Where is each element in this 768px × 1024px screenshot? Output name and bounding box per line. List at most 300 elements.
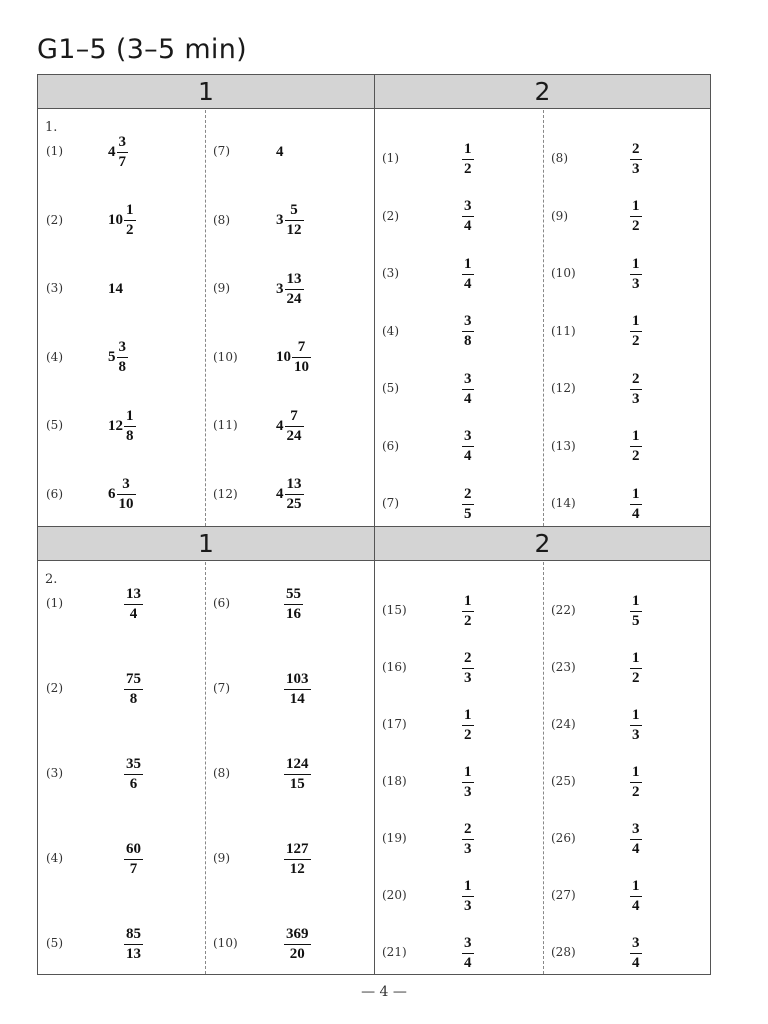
fraction xyxy=(630,257,642,292)
fraction-numerator: 3 xyxy=(118,133,126,150)
fraction xyxy=(124,672,143,707)
fraction-numerator: 1 xyxy=(632,592,640,609)
fraction xyxy=(462,257,474,292)
fraction xyxy=(462,708,474,743)
item-number: (8) xyxy=(213,766,230,780)
fraction-numerator: 1 xyxy=(632,198,640,214)
answer-value xyxy=(108,269,124,309)
answer-item xyxy=(382,876,532,916)
item-number: (10) xyxy=(551,266,576,280)
fraction-numerator: 3 xyxy=(632,820,640,837)
item-number: (22) xyxy=(551,603,576,617)
fraction-denominator: 2 xyxy=(464,160,472,177)
fraction-denominator: 2 xyxy=(464,726,472,743)
answer-item xyxy=(551,139,701,179)
answer-value xyxy=(462,139,474,179)
answer-item xyxy=(46,754,196,794)
fraction xyxy=(462,142,474,177)
fraction-denominator: 3 xyxy=(464,840,472,857)
answer-item xyxy=(46,338,196,378)
fraction xyxy=(462,314,474,349)
fraction xyxy=(285,477,304,512)
item-number: (1) xyxy=(46,144,63,158)
fraction-bar xyxy=(462,725,474,726)
item-number: (8) xyxy=(213,212,230,227)
fraction xyxy=(117,340,129,375)
fraction-bar xyxy=(630,446,642,447)
dashed-divider xyxy=(543,110,544,526)
fraction-denominator: 3 xyxy=(632,726,640,743)
answer-whole: 12 xyxy=(108,417,123,434)
fraction xyxy=(630,142,642,177)
header-left-2: 1 xyxy=(38,526,374,561)
answer-item xyxy=(551,427,701,467)
item-number: (10) xyxy=(213,349,238,364)
fraction xyxy=(284,757,311,792)
item-number: (5) xyxy=(46,936,63,950)
fraction xyxy=(284,842,311,877)
fraction-bar xyxy=(630,389,642,390)
answer-value xyxy=(462,427,474,467)
answer-value xyxy=(462,819,474,859)
item-number: (15) xyxy=(382,603,407,617)
fraction xyxy=(462,372,474,407)
fraction-denominator: 6 xyxy=(129,775,138,792)
fraction xyxy=(630,594,642,629)
fraction-numerator: 55 xyxy=(286,585,301,602)
fraction-bar xyxy=(124,774,143,775)
fraction-bar xyxy=(284,859,311,860)
answer-item xyxy=(382,484,532,524)
item-number: (6) xyxy=(213,596,230,610)
fraction-denominator: 25 xyxy=(286,496,302,512)
item-number: (12) xyxy=(551,381,576,395)
answer-value xyxy=(108,475,136,515)
fraction xyxy=(630,765,642,800)
answer-item xyxy=(46,475,196,515)
item-number: (8) xyxy=(551,151,568,165)
dashed-divider xyxy=(205,562,206,974)
fraction-denominator: 20 xyxy=(289,945,305,962)
fraction xyxy=(462,765,474,800)
answer-item xyxy=(213,584,363,624)
item-number: (11) xyxy=(551,323,576,338)
fraction-numerator: 3 xyxy=(118,339,126,355)
answer-item xyxy=(46,924,196,964)
fraction xyxy=(630,429,642,464)
answer-item xyxy=(551,254,701,294)
fraction-bar xyxy=(630,504,642,505)
answer-item xyxy=(551,819,701,859)
answer-value xyxy=(630,705,642,745)
fraction-denominator: 15 xyxy=(289,775,305,792)
fraction-bar xyxy=(285,220,304,221)
fraction-bar xyxy=(117,152,129,153)
answer-value xyxy=(462,705,474,745)
fraction-bar xyxy=(117,494,136,495)
answer-value xyxy=(284,754,311,794)
answer-value xyxy=(630,484,642,524)
answer-whole: 6 xyxy=(108,486,116,502)
answer-item xyxy=(551,484,701,524)
answer-item xyxy=(382,705,532,745)
fraction-numerator: 2 xyxy=(464,485,472,502)
answer-value xyxy=(276,406,304,446)
fraction-denominator: 4 xyxy=(632,897,640,914)
answer-value xyxy=(124,669,143,709)
center-divider xyxy=(374,75,375,974)
fraction xyxy=(462,199,474,234)
fraction-bar xyxy=(462,389,474,390)
fraction-denominator: 2 xyxy=(632,333,640,349)
fraction-denominator: 3 xyxy=(464,783,472,800)
answer-item xyxy=(382,197,532,237)
answer-item xyxy=(382,933,532,973)
fraction-numerator: 1 xyxy=(126,202,134,218)
fraction-numerator: 2 xyxy=(464,649,472,666)
page-number: — 4 — xyxy=(361,984,407,1000)
fraction xyxy=(630,936,642,971)
item-number: (28) xyxy=(551,945,576,959)
fraction-numerator: 2 xyxy=(632,140,640,157)
fraction xyxy=(285,272,304,307)
answer-item xyxy=(382,762,532,802)
fraction-bar xyxy=(284,604,303,605)
fraction-numerator: 127 xyxy=(286,840,309,857)
answer-value xyxy=(124,924,143,964)
fraction-denominator: 4 xyxy=(632,505,640,522)
answer-value xyxy=(462,254,474,294)
answer-whole: 3 xyxy=(276,280,284,297)
answer-item xyxy=(213,839,363,879)
answer-value xyxy=(462,762,474,802)
fraction-denominator: 24 xyxy=(286,427,302,444)
fraction-numerator: 1 xyxy=(464,255,472,272)
page-title: G1–5 (3–5 min) xyxy=(37,34,247,65)
answer-item xyxy=(213,669,363,709)
fraction-bar xyxy=(630,331,642,332)
answer-value xyxy=(630,312,642,352)
answer-value xyxy=(276,475,304,515)
answer-value xyxy=(276,338,311,378)
question-label-1: 1. xyxy=(45,120,58,135)
answer-whole: 4 xyxy=(276,417,284,434)
fraction-bar xyxy=(462,504,474,505)
answer-item xyxy=(213,132,363,172)
answer-item xyxy=(382,819,532,859)
item-number: (6) xyxy=(46,486,63,501)
fraction-numerator: 3 xyxy=(632,934,640,951)
item-number: (9) xyxy=(213,851,230,865)
fraction xyxy=(124,927,143,962)
fraction-numerator: 3 xyxy=(464,198,472,214)
fraction-denominator: 8 xyxy=(464,333,472,349)
answer-value xyxy=(630,648,642,688)
answer-value xyxy=(630,933,642,973)
fraction-bar xyxy=(285,494,304,495)
header-right-1: 2 xyxy=(375,75,710,109)
fraction-denominator: 2 xyxy=(126,222,134,238)
fraction-numerator: 1 xyxy=(632,313,640,329)
answer-value xyxy=(462,648,474,688)
item-number: (2) xyxy=(46,681,63,695)
fraction-bar xyxy=(124,220,136,221)
fraction-denominator: 4 xyxy=(464,954,472,971)
answer-whole: 14 xyxy=(108,280,123,297)
answer-value xyxy=(630,254,642,294)
fraction-numerator: 13 xyxy=(286,476,302,492)
item-number: (2) xyxy=(382,208,399,223)
item-number: (7) xyxy=(382,496,399,510)
fraction-numerator: 1 xyxy=(632,428,640,444)
fraction-numerator: 1 xyxy=(632,763,640,780)
answer-value xyxy=(630,762,642,802)
fraction xyxy=(284,927,311,962)
header-right-2: 2 xyxy=(375,526,710,561)
fraction-denominator: 8 xyxy=(126,427,134,444)
item-number: (25) xyxy=(551,774,576,788)
fraction-denominator: 4 xyxy=(632,840,640,857)
fraction xyxy=(124,587,143,622)
answer-value xyxy=(108,338,128,378)
answer-whole: 4 xyxy=(276,486,284,502)
fraction-bar xyxy=(124,689,143,690)
fraction xyxy=(285,203,304,238)
item-number: (3) xyxy=(46,766,63,780)
answer-item xyxy=(46,132,196,172)
item-number: (3) xyxy=(46,281,63,295)
answer-item xyxy=(213,754,363,794)
item-number: (2) xyxy=(46,212,63,227)
fraction-denominator: 2 xyxy=(632,448,640,464)
fraction-denominator: 12 xyxy=(289,860,305,877)
fraction-bar xyxy=(630,839,642,840)
answer-value xyxy=(462,312,474,352)
answer-value xyxy=(462,197,474,237)
answer-item xyxy=(551,648,701,688)
item-number: (20) xyxy=(382,888,407,902)
fraction-numerator: 1 xyxy=(464,877,472,894)
fraction-bar xyxy=(462,953,474,954)
fraction-denominator: 4 xyxy=(632,954,640,971)
fraction-numerator: 13 xyxy=(286,270,302,287)
answer-item xyxy=(46,406,196,446)
item-number: (12) xyxy=(213,486,238,501)
answer-value xyxy=(108,132,128,172)
fraction-numerator: 1 xyxy=(464,763,472,780)
fraction-numerator: 3 xyxy=(464,370,472,387)
fraction-numerator: 85 xyxy=(126,925,141,942)
fraction-bar xyxy=(284,689,311,690)
fraction-bar xyxy=(462,216,474,217)
fraction-bar xyxy=(462,446,474,447)
answer-item xyxy=(551,369,701,409)
answer-item xyxy=(46,839,196,879)
dashed-divider xyxy=(205,110,206,526)
answer-item xyxy=(551,312,701,352)
fraction-denominator: 7 xyxy=(129,860,138,877)
answer-item xyxy=(213,475,363,515)
fraction-denominator: 4 xyxy=(464,390,472,407)
fraction-numerator: 5 xyxy=(290,202,298,218)
answer-value xyxy=(630,139,642,179)
answer-value xyxy=(462,484,474,524)
fraction-denominator: 7 xyxy=(118,153,126,170)
answer-value xyxy=(276,132,285,172)
fraction-numerator: 1 xyxy=(632,485,640,502)
answer-value xyxy=(124,839,143,879)
answer-item xyxy=(46,269,196,309)
fraction-denominator: 13 xyxy=(126,945,141,962)
item-number: (27) xyxy=(551,888,576,902)
fraction-numerator: 3 xyxy=(464,313,472,329)
fraction-bar xyxy=(124,944,143,945)
fraction-denominator: 3 xyxy=(632,160,640,177)
fraction-denominator: 4 xyxy=(464,448,472,464)
item-number: (19) xyxy=(382,831,407,845)
fraction-bar xyxy=(124,604,143,605)
item-number: (5) xyxy=(382,381,399,395)
fraction-bar xyxy=(285,289,304,290)
answer-item xyxy=(213,201,363,241)
fraction xyxy=(630,199,642,234)
fraction-bar xyxy=(284,944,311,945)
answer-item xyxy=(382,312,532,352)
fraction-numerator: 369 xyxy=(286,925,309,942)
fraction-numerator: 7 xyxy=(290,407,298,424)
fraction-denominator: 5 xyxy=(464,505,472,522)
item-number: (16) xyxy=(382,660,407,674)
answer-value xyxy=(462,369,474,409)
fraction xyxy=(462,594,474,629)
fraction xyxy=(284,672,311,707)
fraction-numerator: 1 xyxy=(126,407,134,424)
fraction-numerator: 35 xyxy=(126,755,141,772)
fraction-bar xyxy=(285,426,304,427)
fraction xyxy=(124,842,143,877)
answer-value xyxy=(284,669,311,709)
answer-value xyxy=(276,201,304,241)
item-number: (23) xyxy=(551,660,576,674)
fraction-bar xyxy=(630,159,642,160)
fraction-numerator: 1 xyxy=(632,255,640,272)
fraction-bar xyxy=(292,357,311,358)
fraction xyxy=(630,487,642,522)
fraction xyxy=(630,372,642,407)
answer-item xyxy=(46,669,196,709)
fraction xyxy=(630,314,642,349)
item-number: (9) xyxy=(213,281,230,295)
answer-item xyxy=(213,406,363,446)
fraction xyxy=(630,708,642,743)
answer-item xyxy=(213,269,363,309)
fraction-denominator: 14 xyxy=(289,690,305,707)
fraction xyxy=(124,757,143,792)
answer-item xyxy=(551,876,701,916)
fraction-denominator: 2 xyxy=(632,218,640,234)
fraction-denominator: 10 xyxy=(294,359,309,375)
answer-item xyxy=(382,369,532,409)
fraction xyxy=(124,409,136,444)
fraction-bar xyxy=(462,839,474,840)
fraction-bar xyxy=(630,611,642,612)
answer-item xyxy=(213,338,363,378)
item-number: (10) xyxy=(213,936,238,950)
item-number: (5) xyxy=(46,418,63,432)
answer-value xyxy=(284,839,311,879)
item-number: (4) xyxy=(46,851,63,865)
item-number: (1) xyxy=(46,596,63,610)
fraction-bar xyxy=(462,782,474,783)
item-number: (7) xyxy=(213,144,230,158)
answer-item xyxy=(382,648,532,688)
answer-item xyxy=(46,584,196,624)
fraction-denominator: 2 xyxy=(464,612,472,629)
item-number: (13) xyxy=(551,438,576,453)
fraction-denominator: 3 xyxy=(632,275,640,292)
fraction-denominator: 10 xyxy=(118,496,134,512)
fraction-bar xyxy=(630,725,642,726)
fraction-numerator: 60 xyxy=(126,840,141,857)
question-label-2: 2. xyxy=(45,572,58,587)
item-number: (3) xyxy=(382,266,399,280)
fraction-denominator: 8 xyxy=(129,690,138,707)
fraction-numerator: 1 xyxy=(464,592,472,609)
item-number: (21) xyxy=(382,945,407,959)
answer-value xyxy=(630,197,642,237)
fraction xyxy=(630,879,642,914)
answer-value xyxy=(108,406,136,446)
item-number: (6) xyxy=(382,438,399,453)
answer-value xyxy=(124,584,143,624)
answer-item xyxy=(551,591,701,631)
fraction-numerator: 103 xyxy=(286,670,309,687)
item-number: (7) xyxy=(213,681,230,695)
fraction-numerator: 2 xyxy=(464,820,472,837)
fraction xyxy=(630,822,642,857)
item-number: (4) xyxy=(46,349,63,364)
answer-value xyxy=(284,924,311,964)
fraction-bar xyxy=(462,159,474,160)
answer-item xyxy=(213,924,363,964)
item-number: (17) xyxy=(382,717,407,731)
answer-item xyxy=(382,591,532,631)
fraction-bar xyxy=(630,274,642,275)
answer-value xyxy=(630,591,642,631)
fraction xyxy=(124,203,136,238)
answer-item xyxy=(382,254,532,294)
fraction-numerator: 3 xyxy=(464,428,472,444)
fraction-numerator: 1 xyxy=(632,649,640,666)
fraction-denominator: 12 xyxy=(286,222,302,238)
answer-item xyxy=(46,201,196,241)
fraction-bar xyxy=(462,331,474,332)
fraction xyxy=(285,409,304,444)
fraction-denominator: 3 xyxy=(464,669,472,686)
fraction-numerator: 1 xyxy=(464,140,472,157)
fraction-denominator: 24 xyxy=(286,290,302,307)
fraction-denominator: 4 xyxy=(464,275,472,292)
fraction-bar xyxy=(462,274,474,275)
fraction xyxy=(462,879,474,914)
answer-item xyxy=(551,933,701,973)
answer-value xyxy=(108,201,136,241)
answer-value xyxy=(630,427,642,467)
fraction xyxy=(284,587,303,622)
fraction-bar xyxy=(630,782,642,783)
item-number: (24) xyxy=(551,717,576,731)
fraction-numerator: 75 xyxy=(126,670,141,687)
